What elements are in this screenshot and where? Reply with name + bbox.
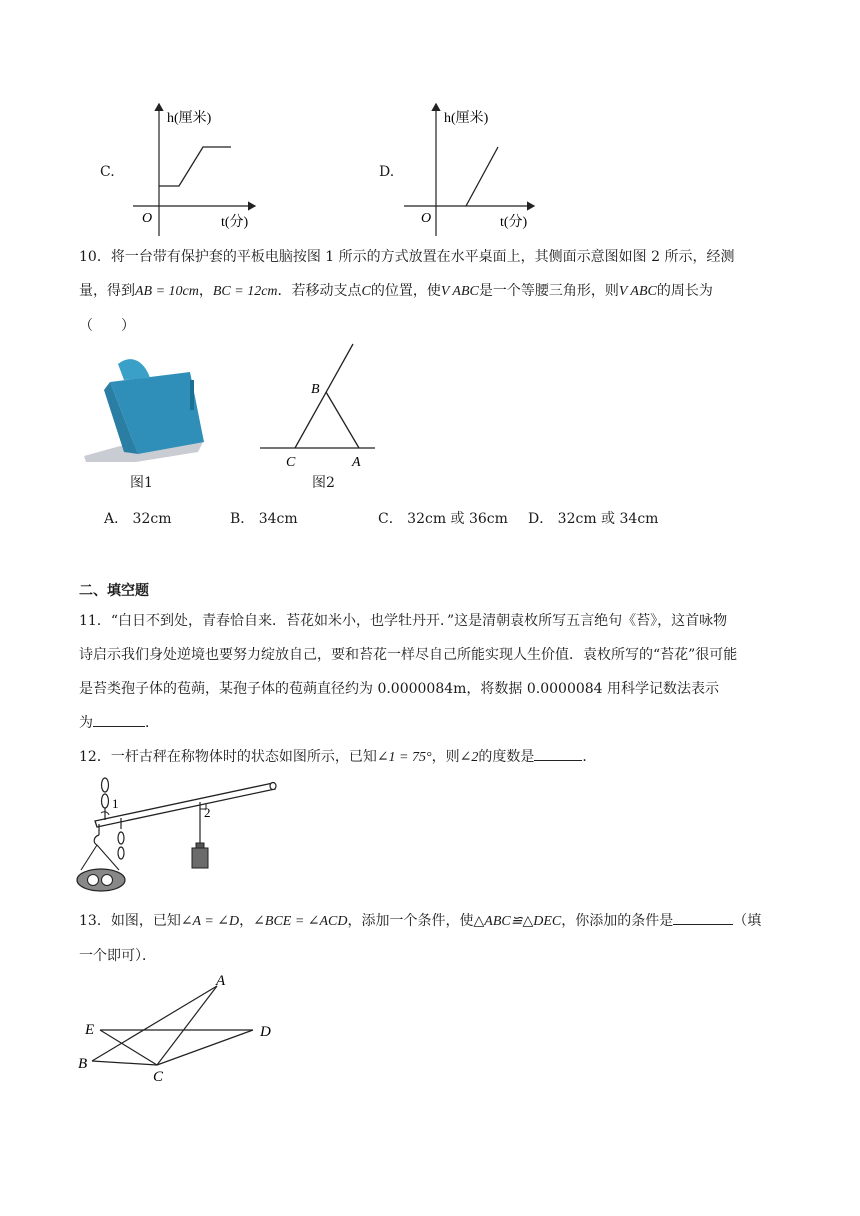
option-d[interactable]: D． 32cm 或 34cm: [528, 511, 659, 527]
origin-label: O: [421, 211, 432, 226]
question-10-text: 10．将一台带有保护套的平板电脑按图 1 所示的方式放置在水平桌面上，其侧面示意图如图 2 所示，经测 量，得到AB = 10cm，BC = 12cm．若移动支点C的位置，使V ABC是一个等腰三角形，则V ABC的周长为 （ ）: [79, 249, 735, 334]
figure-1-caption: 图1: [130, 475, 153, 491]
graph-c-line: [159, 147, 231, 186]
answer-blank-11[interactable]: [93, 712, 145, 727]
angle-2-label: 2: [204, 805, 211, 820]
answer-blank-12[interactable]: [534, 746, 582, 761]
point-c-label: C: [153, 1069, 164, 1085]
point-e-label: E: [85, 1022, 95, 1038]
segment-cd: [157, 1030, 253, 1065]
origin-label: O: [142, 211, 153, 226]
question-13-text: 13．如图，已知∠A = ∠D，∠BCE = ∠ACD，添加一个条件，使△ABC≌△DEC，你添加的条件是 （填 一个即可）．: [79, 904, 787, 973]
triangles-figure: [75, 970, 280, 1085]
support-line: [326, 392, 359, 448]
graph-d: [402, 98, 622, 240]
steelyard-figure: [75, 775, 280, 900]
point-b-label: B: [311, 382, 320, 397]
option-a[interactable]: A． 32cm: [104, 511, 172, 527]
x-axis-label: t(分): [221, 215, 249, 230]
figure-1-tablet: [80, 350, 210, 462]
option-b[interactable]: B． 34cm: [230, 511, 298, 527]
option-d-label: D.: [379, 164, 395, 180]
point-d-label: D: [260, 1024, 271, 1040]
point-a-label: A: [352, 455, 361, 470]
scale-beam: [95, 783, 275, 827]
point-a-label: A: [216, 973, 226, 989]
tablet-line: [295, 344, 353, 448]
segment-bc: [92, 1061, 157, 1065]
section-title: 二、填空题: [79, 583, 149, 599]
y-axis-label: h(厘米): [444, 111, 489, 126]
point-b-label: B: [78, 1056, 88, 1072]
option-c-label: C.: [100, 164, 115, 180]
point-c-label: C: [286, 455, 296, 470]
figure-2-caption: 图2: [312, 475, 335, 491]
graph-d-line: [466, 147, 498, 206]
question-11-text: 11．“白日不到处，青春恰自来．苔花如米小，也学牡丹开．”这是清朝袁枚所写五言绝句《苔》，这首咏物 诗启示我们身处逆境也要努力绽放自己，要和苔花一样尽自己所能实现人生价值．袁枚所写的“苔花”很可能 是苔类孢子体的苞蒴，某孢子体的苞蒴直径约为 0.0000084m，将数据 0.0000084 用科学记数法表示 为 ．: [79, 613, 738, 731]
segment-ca: [157, 986, 217, 1065]
figure-2-triangle: [255, 340, 380, 470]
x-axis-label: t(分): [500, 215, 528, 230]
tablet-stand-flap: [118, 359, 150, 380]
y-axis-label: h(厘米): [167, 111, 212, 126]
answer-blank-13[interactable]: [673, 910, 733, 925]
graph-c: [125, 98, 345, 240]
segment-ec: [100, 1030, 157, 1065]
question-12-text: 12．一杆古秤在称物体时的状态如图所示，已知∠1 = 75°，则∠2的度数是 ．: [79, 740, 787, 775]
option-c[interactable]: C． 32cm 或 36cm: [378, 511, 508, 527]
angle-1-label: 1: [112, 796, 119, 811]
counterweight: [192, 848, 208, 868]
